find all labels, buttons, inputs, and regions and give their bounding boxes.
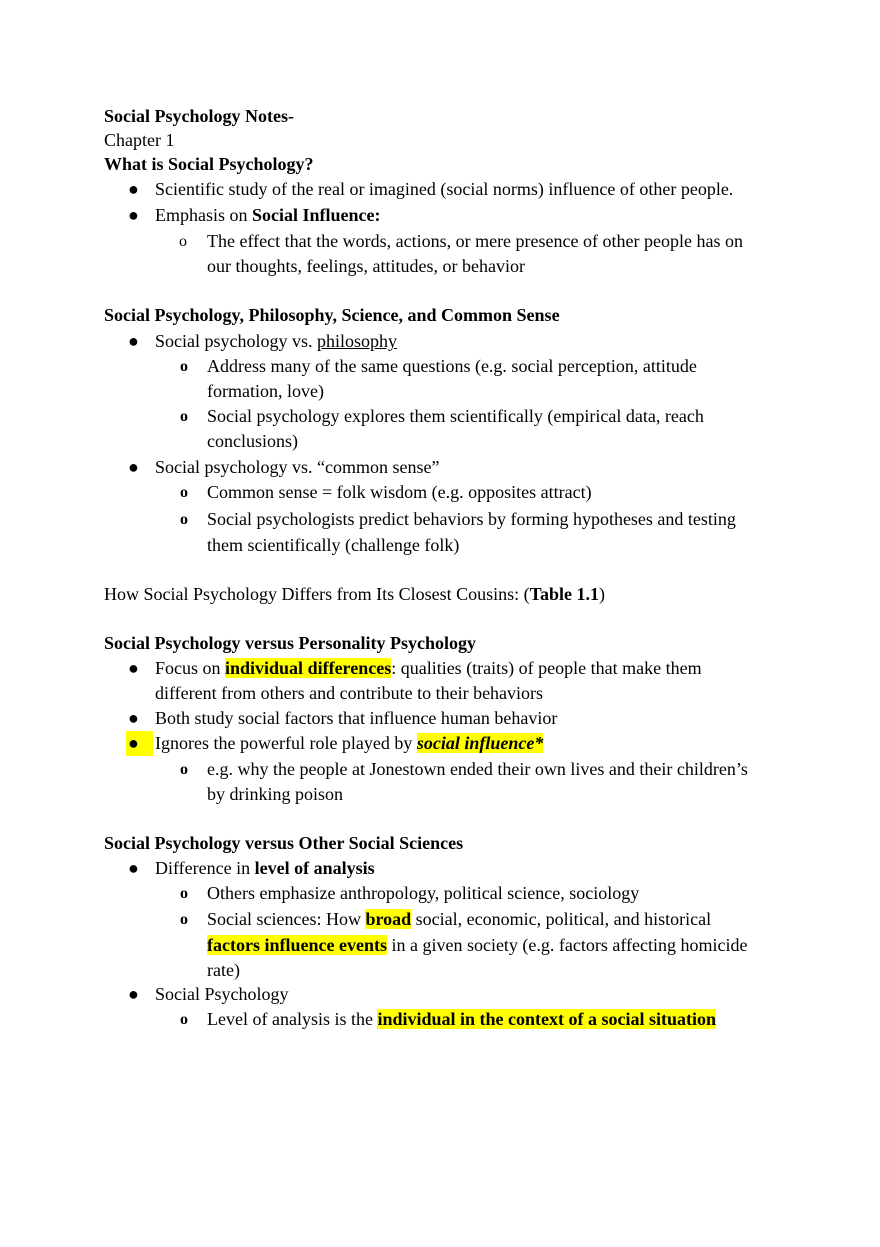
chapter-label: Chapter 1: [104, 130, 175, 150]
list-item: Social psychology explores them scientifically (empirical data, reach: [207, 406, 704, 426]
list-item: different from others and contribute to their behaviors: [155, 683, 544, 703]
list-item: Common sense = folk wisdom (e.g. opposites attract): [207, 482, 592, 502]
doc-title: Social Psychology Notes-: [104, 106, 294, 126]
list-item: Difference in level of analysis: [155, 858, 375, 878]
list-item: conclusions): [207, 431, 298, 451]
list-item: Scientific study of the real or imagined (social norms) influence of other people.: [155, 179, 734, 199]
sub-bullet-icon: o: [180, 1011, 188, 1028]
section-heading: Social Psychology versus Personality Psychology: [104, 633, 476, 653]
list-item: them scientifically (challenge folk): [207, 535, 460, 555]
list-item: Social Psychology: [155, 984, 289, 1004]
bullet-icon: ●: [128, 331, 139, 351]
list-item: factors influence events in a given society (e.g. factors affecting homicide: [207, 935, 748, 955]
bullet-icon: ●: [128, 457, 139, 477]
bullet-icon: ●: [128, 205, 139, 225]
sub-bullet-icon: o: [180, 511, 188, 528]
list-item: Social psychology vs. philosophy: [155, 331, 398, 351]
table-reference: How Social Psychology Differs from Its Closest Cousins: (Table 1.1): [104, 584, 606, 604]
sub-bullet-icon: o: [180, 885, 188, 902]
sub-bullet-icon: o: [179, 233, 187, 250]
list-item: Social psychology vs. “common sense”: [155, 457, 440, 477]
list-item: rate): [207, 960, 240, 980]
sub-bullet-icon: o: [180, 408, 188, 425]
list-item: formation, love): [207, 381, 324, 401]
sub-bullet-icon: o: [180, 358, 188, 375]
list-item: our thoughts, feelings, attitudes, or behavior: [207, 256, 525, 276]
section-heading: Social Psychology versus Other Social Sciences: [104, 833, 464, 853]
list-item: e.g. why the people at Jonestown ended their own lives and their children’s: [207, 759, 748, 779]
list-item: by drinking poison: [207, 784, 344, 804]
list-item: Social sciences: How broad social, economic, political, and historical: [207, 909, 712, 929]
section-heading: Social Psychology, Philosophy, Science, and Common Sense: [104, 305, 560, 325]
list-item: Ignores the powerful role played by social influence*: [155, 733, 544, 753]
bullet-icon: ●: [128, 984, 139, 1004]
list-item: The effect that the words, actions, or mere presence of other people has on: [207, 231, 743, 251]
bullet-icon: ●: [128, 179, 139, 199]
sub-bullet-icon: o: [180, 761, 188, 778]
list-item: Level of analysis is the individual in the context of a social situation: [207, 1009, 717, 1029]
bullet-icon: ●: [128, 858, 139, 878]
sub-bullet-icon: o: [180, 911, 188, 928]
section-heading: What is Social Psychology?: [104, 154, 314, 174]
list-item: Emphasis on Social Influence:: [155, 205, 381, 225]
list-item: Social psychologists predict behaviors by forming hypotheses and testing: [207, 509, 736, 529]
bullet-icon: ●: [128, 658, 139, 678]
bullet-icon: ●: [126, 731, 153, 756]
list-item: Both study social factors that influence human behavior: [155, 708, 558, 728]
list-item: Others emphasize anthropology, political science, sociology: [207, 883, 640, 903]
list-item: Focus on individual differences: qualities (traits) of people that make them: [155, 658, 702, 678]
list-item: Address many of the same questions (e.g. social perception, attitude: [207, 356, 697, 376]
bullet-icon: ●: [128, 708, 139, 728]
sub-bullet-icon: o: [180, 484, 188, 501]
